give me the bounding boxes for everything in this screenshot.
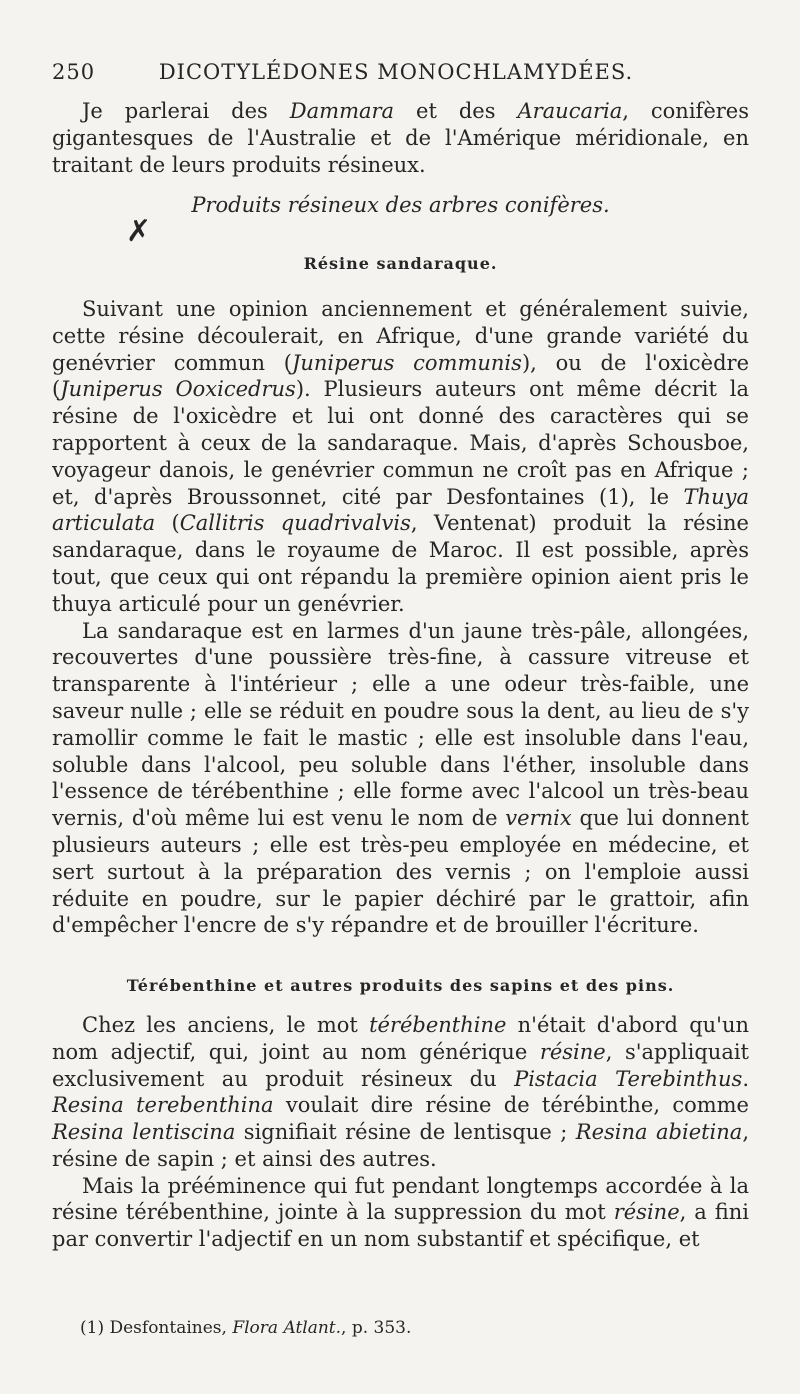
sandaraque-paragraph-1: Suivant une opinion anciennement et généralement suivie, cette résine découlerait, en Afrique, d'une grande variété du genévrier commun (Juniperus communis), ou de l'oxicèdre (Juniperus Ooxicedrus). Plusieurs auteurs ont même décrit la résine de l'oxicèdre et lui ont donné des caractères qui se rapportent à ceux de la sandaraque. Mais, d'après Schousboe, voyageur danois, le genévrier commun ne croît pas en Afrique ; et, d'après Broussonnet, cité par Desfontaines (1), le Thuya articulata (Callitris quadrivalvis, Ventenat) produit la résine sandaraque, dans le royaume de Maroc. Il est possible, après tout, que ceux qui ont répandu la première opinion aient pris le thuya articulé pour un genévrier.: [52, 296, 750, 616]
page-number: 250: [52, 60, 96, 84]
subheading-sandaraque: Résine sandaraque.: [303, 254, 498, 274]
running-title: DICOTYLÉDONES MONOCHLAMYDÉES.: [158, 60, 634, 84]
running-header: [52, 60, 740, 88]
margin-mark: ✗: [126, 214, 152, 250]
terebenthine-paragraph-1: Chez les anciens, le mot térébenthine n'était d'abord qu'un nom adjectif, qui, joint au nom générique résine, s'appliquait exclusivement au produit résineux du Pistacia Terebinthus. Resina terebenthina voulait dire résine de térébinthe, comme Resina lentiscina signifiait résine de lentisque ; Resina abietina, résine de sapin ; et ainsi des autres.: [52, 1012, 750, 1171]
terebenthine-paragraph-2: Mais la prééminence qui fut pendant longtemps accordée à la résine térébenthine, jointe à la suppression du mot résine, a fini par convertir l'adjectif en un nom substantif et spécifique, et: [52, 1173, 749, 1252]
section-title: Produits résineux des arbres conifères.: [191, 193, 610, 218]
sandaraque-paragraph-2: La sandaraque est en larmes d'un jaune très-pâle, allongées, recouvertes d'une poussière très-fine, à cassure vitreuse et transparente à l'intérieur ; elle a une odeur très-faible, une saveur nulle ; elle se réduit en poudre sous la dent, au lieu de s'y ramollir comme le fait le mastic ; elle est insoluble dans l'eau, soluble dans l'alcool, peu soluble dans l'éther, insoluble dans l'essence de térébenthine ; elle forme avec l'alcool un très-beau vernis, d'où même lui est venu le nom de vernix que lui donnent plusieurs auteurs ; elle est très-peu employée en médecine, et sert surtout à la préparation des vernis ; on l'emploie aussi réduite en poudre, sur le papier déchiré par le grattoir, afin d'empêcher l'encre de s'y répandre et de brouiller l'écriture.: [52, 618, 749, 938]
footnote: (1) Desfontaines, Flora Atlant., p. 353.: [80, 1318, 412, 1338]
intro-paragraph: Je parlerai des Dammara et des Araucaria, conifères gigantesques de l'Australie et de l'Amérique méridionale, en traitant de leurs produits résineux.: [52, 99, 749, 177]
body-text: [52, 98, 749, 1253]
subheading-terebenthine: Térébenthine et autres produits des sapins et des pins.: [126, 976, 675, 996]
